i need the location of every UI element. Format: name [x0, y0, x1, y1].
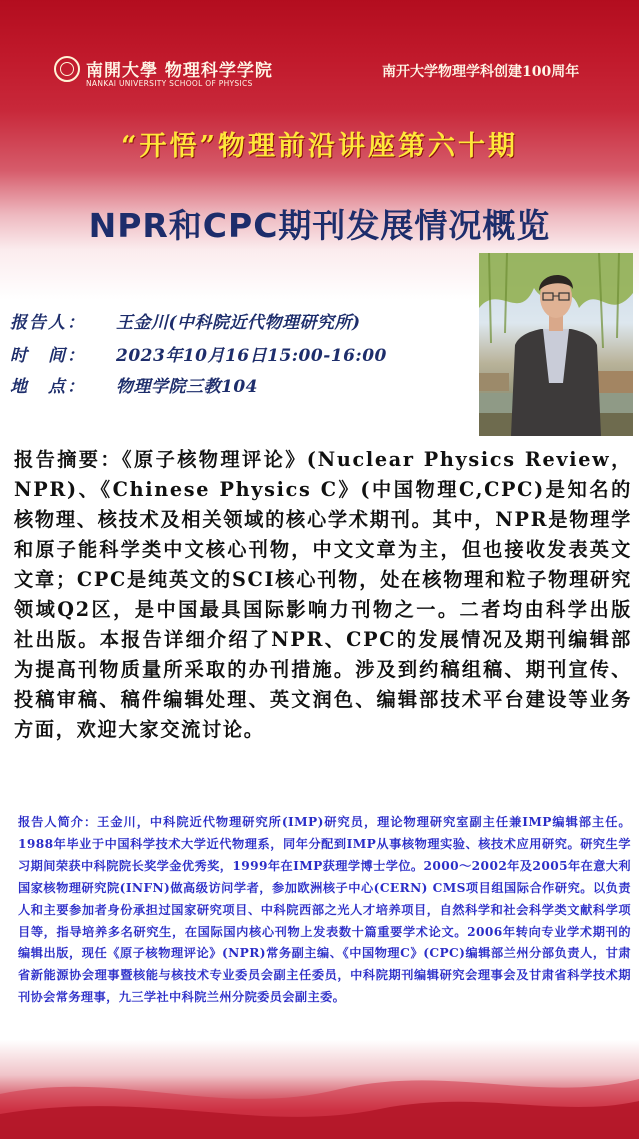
time-label: 时 间：: [10, 346, 86, 366]
speaker-photo: [479, 253, 633, 436]
bottom-wave-decoration: [0, 1049, 639, 1139]
speaker-value: 王金川(中科院近代物理研究所): [116, 313, 361, 333]
nankai-emblem-icon: [54, 56, 80, 82]
header: [0, 0, 639, 100]
time-row: [10, 341, 387, 366]
place-label: 地 点：: [10, 377, 86, 397]
place-row: [10, 372, 258, 397]
school-name-english: NANKAI UNIVERSITY SCHOOL OF PHYSICS: [86, 79, 253, 88]
talk-title: NPR和CPC期刊发展情况概览: [88, 206, 551, 245]
place-value: 物理学院三教104: [116, 377, 258, 397]
school-name: 南開大學 物理科学学院: [86, 61, 273, 81]
speaker-label: 报告人：: [10, 313, 86, 333]
time-value: 2023年10月16日15:00-16:00: [116, 346, 387, 366]
anniversary-text: 南开大学物理学科创建100周年: [382, 64, 580, 80]
abstract-text: 报告摘要：《原子核物理评论》(Nuclear Physics Review，NPR)、《Chinese Physics C》(中国物理C,CPC)是知名的核物理、核技术及相关领域的核心学术期刊。其中，NPR是物理学和原子能科学类中文核心刊物，中文文章为主，但也接收发表英文文章；CPC是纯英文的SCI核心刊物，处在核物理和粒子物理研究领域Q2区，是中国最具国际影响力刊物之一。二者均由科学出版社出版。本报告详细介绍了NPR、CPC的发展情况及期刊编辑部为提高刊物质量所采取的办刊措施。涉及到约稿组稿、期刊宣传、投稿审稿、稿件编辑处理、英文润色、编辑部技术平台建设等业务方面，欢迎大家交流讨论。: [14, 448, 632, 741]
lecture-series-title: “开悟”物理前沿讲座第六十期: [120, 131, 519, 162]
speaker-row: [10, 308, 361, 333]
speaker-bio-text: 报告人简介：王金川，中科院近代物理研究所(IMP)研究员，理论物理研究室副主任兼IMP编辑部主任。1988年毕业于中国科学技术大学近代物理系，同年分配到IMP从事核物理实验、核技术应用研究。研究生学习期间荣获中科院院长奖学金优秀奖，1999年在IMP获理学博士学位。2000～2002年及2005年在意大利国家核物理研究院(INFN)做高级访问学者，参加欧洲核子中心(CERN) CMS项目组国际合作研究。以负责人和主要参加者身份承担过国家研究项目、中科院西部之光人才培养项目，自然科学和社会科学类文献科学项目等，指导培养多名研究生，在国际国内核心刊物上发表数十篇重要学术论文。2006年转向专业学术期刊的编辑出版，现任《原子核物理评论》(NPR)常务副主编、《中国物理C》(CPC)编辑部兰州分部负责人，甘肃省新能源协会理事暨核能与核技术专业委员会副主任委员，中科院期刊编辑研究会理事会及甘肃省科学技术期刊协会常务理事，九三学社中科院兰州分院委员会副主委。: [18, 815, 631, 1005]
